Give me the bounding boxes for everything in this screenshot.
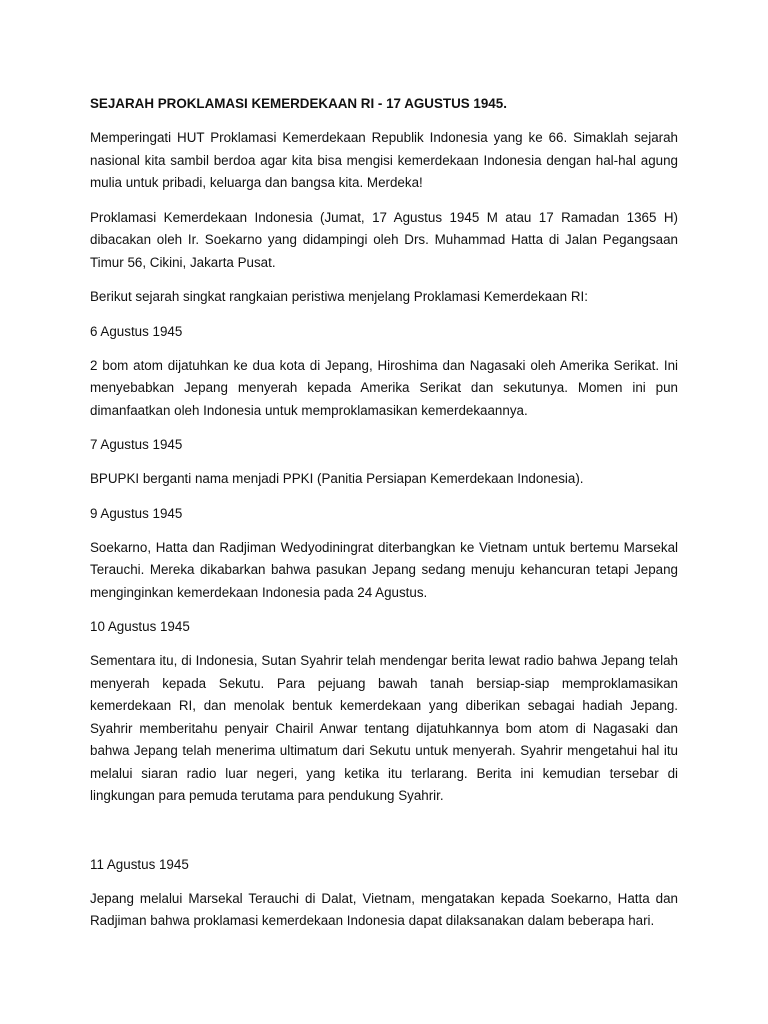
document-title: SEJARAH PROKLAMASI KEMERDEKAAN RI - 17 AGUSTUS 1945. [90,96,507,111]
event-date: 10 Agustus 1945 [90,619,190,634]
event-text: Soekarno, Hatta dan Radjiman Wedyodiningrat diterbangkan ke Vietnam untuk bertemu Marsekal Terauchi. Mereka dikabarkan bahwa pasukan Jepang sedang menuju kehancuran tetapi Jepang menginginkan kemerdekaan Indonesia pada 24 Agustus. [90,539,678,600]
intro-paragraph: Berikut sejarah singkat rangkaian peristiwa menjelang Proklamasi Kemerdekaan RI: [90,289,588,304]
event-text: Jepang melalui Marsekal Terauchi di Dalat, Vietnam, mengatakan kepada Soekarno, Hatta dan Radjiman bahwa proklamasi kemerdekaan Indonesia dapat dilaksanakan dalam beberapa hari. [90,890,678,928]
intro-paragraph: Memperingati HUT Proklamasi Kemerdekaan Republik Indonesia yang ke 66. Simaklah sejarah nasional kita sambil berdoa agar kita bisa mengisi kemerdekaan Indonesia dengan hal-hal agung mulia untuk pribadi, keluarga dan bangsa kita. Merdeka! [90,130,678,190]
event-date: 9 Agustus 1945 [90,505,183,521]
event-text: Sementara itu, di Indonesia, Sutan Syahrir telah mendengar berita lewat radio bahwa Jepang telah menyerah kepada Sekutu. Para pejuang bawah tanah bersiap-siap memproklamasikan kemerdekaan RI, dan menolak bentuk kemerdekaan yang diberikan sebagai hadiah Jepang. Syahrir memberitahu penyair Chairil Anwar tentang dijatuhkannya bom atom di Nagasaki dan bahwa Jepang telah menerima ultimatum dari Sekutu untuk menyerah. Syahrir mengetahui hal itu melalui siaran radio luar negeri, yang ketika itu terlarang. Berita ini kemudian tersebar di lingkungan para pemuda terutama para pendukung Syahrir. [90,653,678,803]
event-text: BPUPKI berganti nama menjadi PPKI (Panitia Persiapan Kemerdekaan Indonesia). [90,471,584,486]
intro-paragraph: Proklamasi Kemerdekaan Indonesia (Jumat, 17 Agustus 1945 M atau 17 Ramadan 1365 H) dibacakan oleh Ir. Soekarno yang didampingi oleh Drs. Muhammad Hatta di Jalan Pegangsaan Timur 56, Cikini, Jakarta Pusat. [90,209,678,270]
document-body [90,93,678,945]
event-date: 6 Agustus 1945 [90,323,183,339]
event-date: 7 Agustus 1945 [90,437,183,452]
event-date: 11 Agustus 1945 [90,856,189,872]
event-text: 2 bom atom dijatuhkan ke dua kota di Jepang, Hiroshima dan Nagasaki oleh Amerika Serikat. Ini menyebabkan Jepang menyerah kepada Amerika Serikat dan sekutunya. Momen ini pun dimanfaatkan oleh Indonesia untuk memproklamasikan kemerdekaannya. [90,357,678,418]
blank-line [90,820,678,854]
